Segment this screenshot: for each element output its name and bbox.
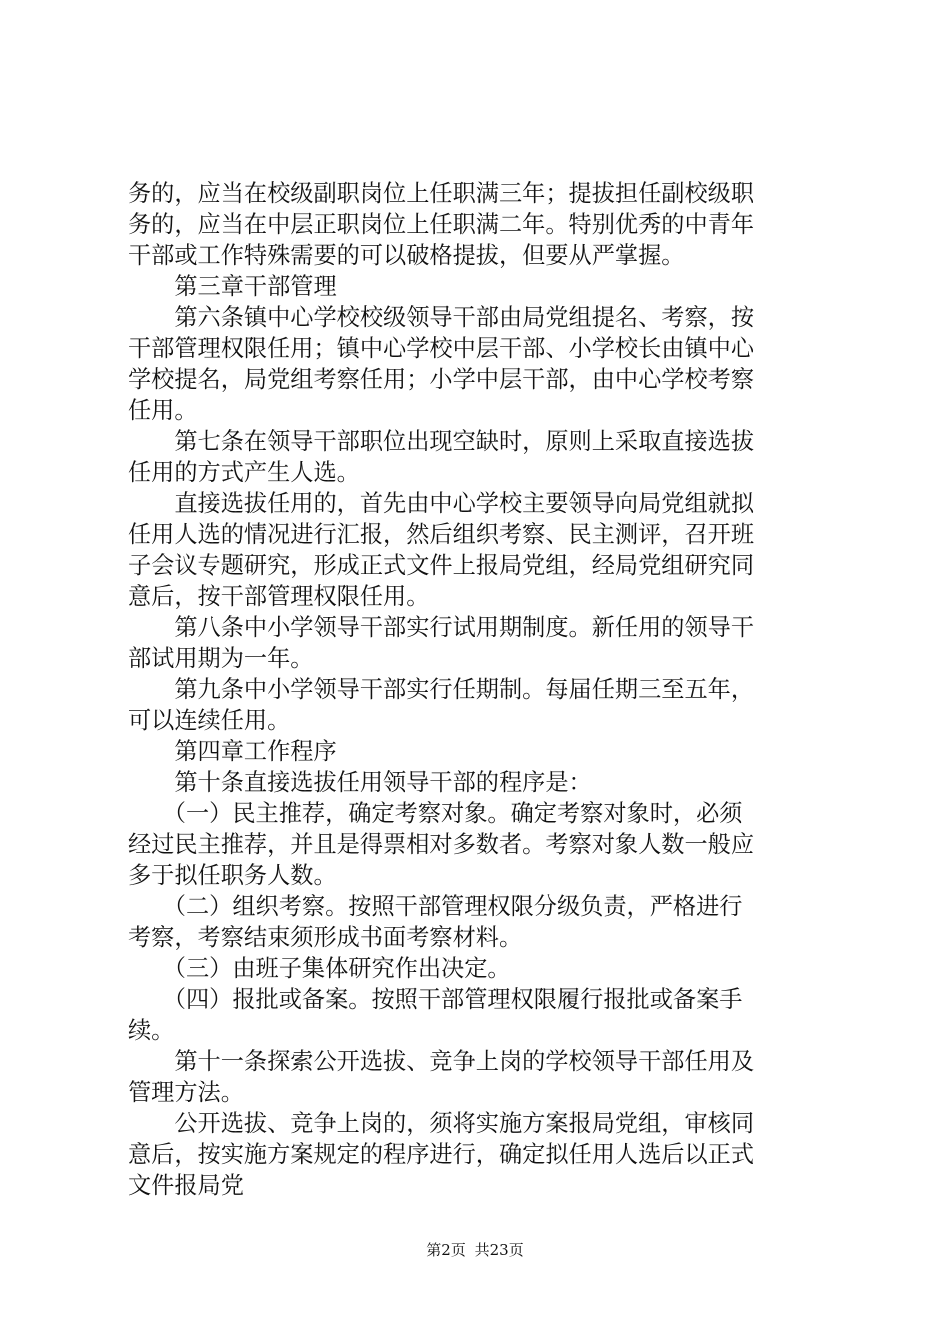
text-line: 第六条镇中心学校校级领导干部由局党组提名、考察，按 [128, 304, 755, 331]
text-line: （三）由班子集体研究作出决定。 [128, 955, 511, 982]
text-line: 第八条中小学领导干部实行试用期制度。新任用的领导干 [128, 614, 755, 641]
document-body [128, 178, 838, 1201]
text-line: 第九条中小学领导干部实行任期制。每届任期三至五年， [128, 676, 755, 703]
text-line: 干部或工作特殊需要的可以破格提拔，但要从严掌握。 [128, 242, 685, 269]
text-line: 管理方法。 [128, 1079, 244, 1106]
text-line: 经过民主推荐，并且是得票相对多数者。考察对象人数一般应 [128, 831, 755, 858]
text-line: 意后，按实施方案规定的程序进行，确定拟任用人选后以正式 [128, 1141, 755, 1168]
text-line: 子会议专题研究，形成正式文件上报局党组，经局党组研究同 [128, 552, 755, 579]
text-line: 直接选拔任用的，首先由中心学校主要领导向局党组就拟 [128, 490, 755, 517]
chapter-heading: 第四章工作程序 [128, 738, 337, 765]
text-line: 意后，按干部管理权限任用。 [128, 583, 430, 610]
text-line: 多于拟任职务人数。 [128, 862, 337, 889]
text-line: 任用。 [128, 397, 198, 424]
text-line: （一）民主推荐，确定考察对象。确定考察对象时，必须 [128, 800, 743, 827]
text-line: 第十一条探索公开选拔、竞争上岗的学校领导干部任用及 [128, 1048, 755, 1075]
page-footer [0, 1240, 950, 1260]
text-line: （二）组织考察。按照干部管理权限分级负责，严格进行 [128, 893, 743, 920]
text-line: （四）报批或备案。按照干部管理权限履行报批或备案手 [128, 986, 743, 1013]
text-line: 续。 [128, 1017, 175, 1044]
text-line: 文件报局党 [128, 1172, 244, 1199]
text-line: 可以连续任用。 [128, 707, 291, 734]
text-line: 第十条直接选拔任用领导干部的程序是： [128, 769, 592, 796]
text-line: 务的，应当在校级副职岗位上任职满三年；提拔担任副校级职 [128, 180, 755, 207]
text-line: 务的，应当在中层正职岗位上任职满二年。特别优秀的中青年 [128, 211, 755, 238]
text-line: 公开选拔、竞争上岗的，须将实施方案报局党组，审核同 [128, 1110, 755, 1137]
chapter-heading: 第三章干部管理 [128, 273, 337, 300]
text-line: 第七条在领导干部职位出现空缺时，原则上采取直接选拔 [128, 428, 755, 455]
text-line: 学校提名，局党组考察任用；小学中层干部，由中心学校考察 [128, 366, 755, 393]
text-line: 任用的方式产生人选。 [128, 459, 360, 486]
page-total: 共23页 [474, 1241, 524, 1259]
text-line: 任用人选的情况进行汇报，然后组织考察、民主测评，召开班 [128, 521, 755, 548]
text-line: 干部管理权限任用；镇中心学校中层干部、小学校长由镇中心 [128, 335, 755, 362]
page-number: 第2页 [426, 1241, 466, 1259]
text-line: 部试用期为一年。 [128, 645, 314, 672]
text-line: 考察，考察结束须形成书面考察材料。 [128, 924, 523, 951]
